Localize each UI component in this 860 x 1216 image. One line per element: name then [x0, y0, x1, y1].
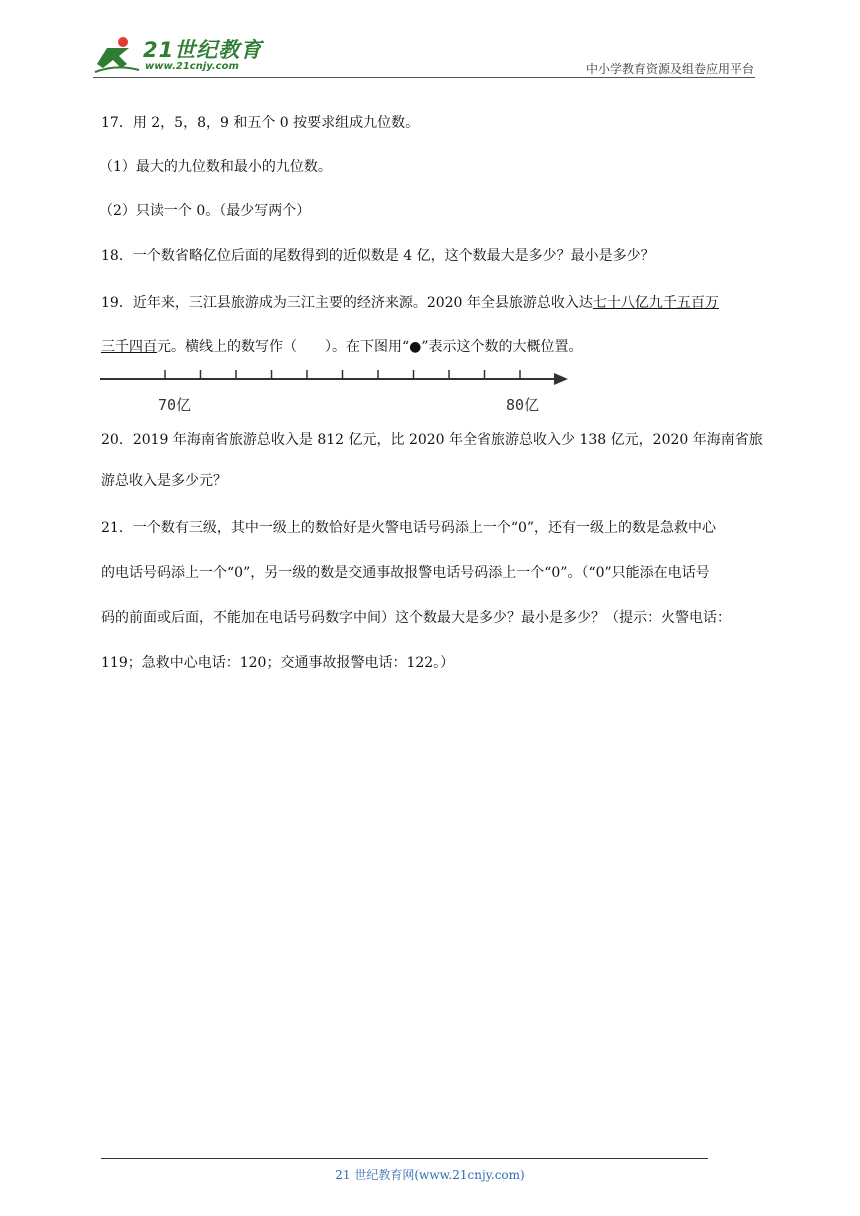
number-line-ticks: [165, 370, 520, 379]
question-19-line-1: [101, 293, 719, 313]
question-19-underlined-b: 三千四百: [101, 339, 157, 355]
question-18: 18．一个数省略亿位后面的尾数得到的近似数是 4 亿，这个数最大是多少？最小是多少？: [101, 248, 655, 264]
logo-url: www.21cnjy.com: [145, 61, 239, 72]
question-21-line-2: 的电话号码添上一个“0”，另一级的数是交通事故报警电话号码添上一个“0”。（“0”只能添在电话号: [101, 565, 710, 581]
question-19-underlined-a: 七十八亿九千五百万: [592, 295, 719, 311]
footer-text: 21 世纪教育网(www.21cnjy.com): [335, 1168, 525, 1182]
question-17-part-1: （1）最大的九位数和最小的九位数。: [99, 159, 332, 175]
question-20-line-1: 20．2019 年海南省旅游总收入是 812 亿元，比 2020 年全省旅游总收入少 138 亿元，2020 年海南省旅: [101, 432, 763, 448]
question-21-line-1: 21．一个数有三级，其中一级上的数恰好是火警电话号码添上一个“0”，还有一级上的数是急救中心: [101, 520, 717, 536]
number-line: [96, 366, 576, 418]
header-platform-text: 中小学教育资源及组卷应用平台: [585, 62, 754, 76]
footer-divider: [101, 1158, 708, 1159]
header-divider: [93, 77, 755, 78]
question-21-line-4: 119；急救中心电话：120；交通事故报警电话：122。）: [101, 655, 455, 671]
label-70-yi: 70亿: [158, 396, 192, 414]
question-19-text-a: 19．近年来，三江县旅游成为三江主要的经济来源。2020 年全县旅游总收入达: [101, 295, 593, 311]
question-20-line-2: 游总收入是多少元？: [101, 473, 227, 489]
runner-logo-icon: [93, 34, 141, 76]
question-17: 17．用 2，5，8，9 和五个 0 按要求组成九位数。: [101, 115, 420, 131]
question-19-line-2: [101, 337, 583, 357]
page-header: [0, 0, 860, 80]
label-80-yi: 80亿: [506, 396, 540, 414]
question-19-text-b: 元。横线上的数写作（ ）。在下图用“●”表示这个数的大概位置。: [157, 339, 583, 355]
question-21-line-3: 码的前面或后面，不能加在电话号码数字中间）这个数最大是多少？最小是多少？（提示：火警电话：: [101, 610, 731, 626]
site-logo: [93, 34, 263, 78]
question-17-part-2: （2）只读一个 0。（最少写两个）: [99, 203, 311, 219]
number-line-arrow-icon: [554, 373, 568, 385]
logo-text: 21世纪教育: [143, 38, 263, 62]
